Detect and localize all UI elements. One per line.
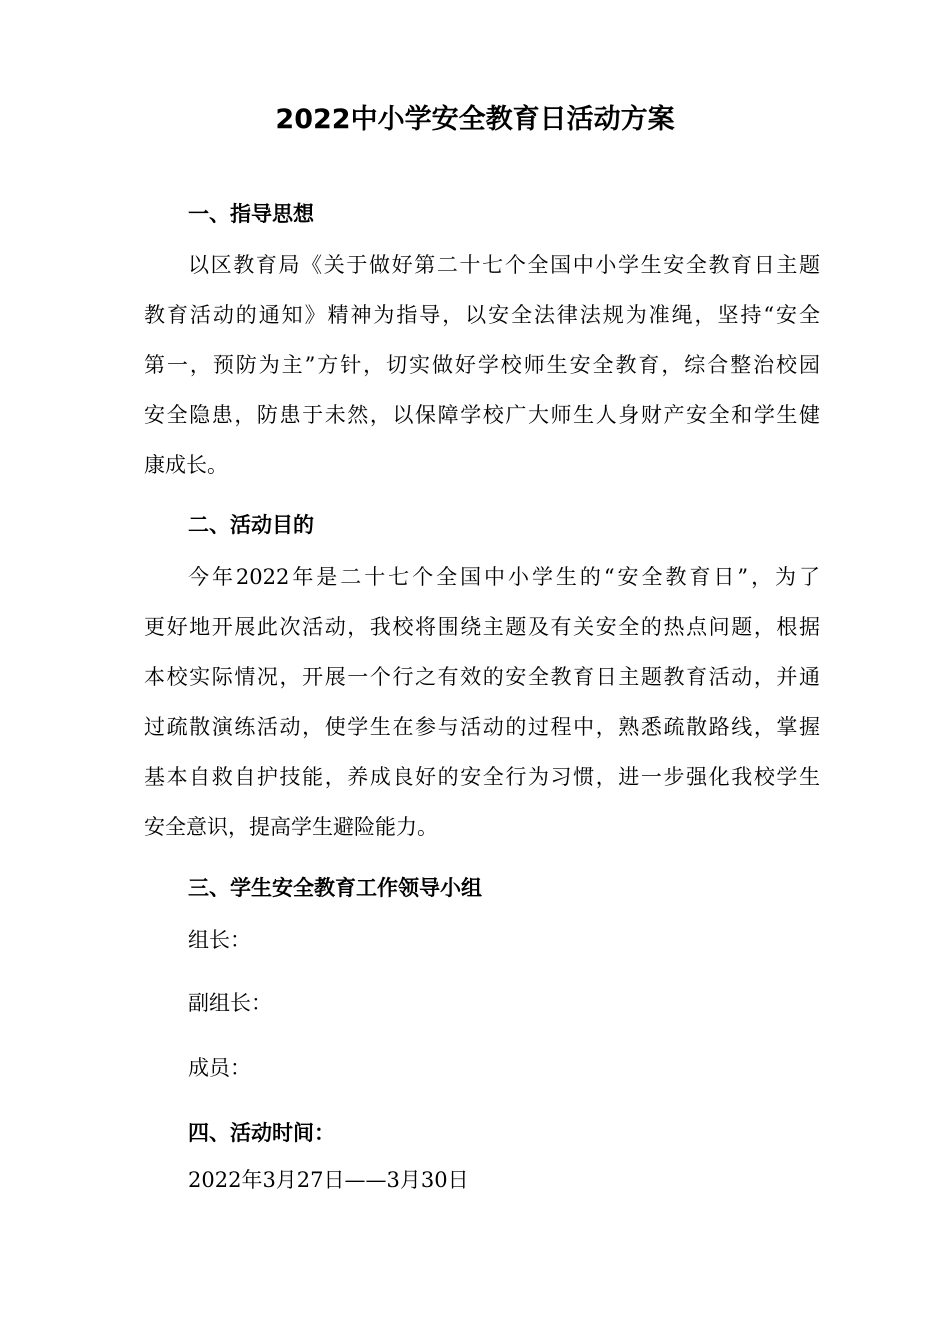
paragraph-line: 安全意识，提高学生避险能力。 xyxy=(144,815,438,839)
section-paragraph-activity-purpose xyxy=(144,552,820,852)
section-heading-activity-purpose: 二、活动目的 xyxy=(188,513,314,537)
paragraph-line: 第一，预防为主”方针，切实做好学校师生安全教育，综合整治校园 xyxy=(144,353,820,377)
member-deputy-leader: 副组长： xyxy=(188,991,272,1015)
paragraph-line: 康成长。 xyxy=(144,453,228,477)
paragraph-line: 本校实际情况，开展一个行之有效的安全教育日主题教育活动，并通 xyxy=(144,665,820,689)
member-members: 成员： xyxy=(188,1056,251,1080)
section-heading-guiding-thought: 一、指导思想 xyxy=(188,202,314,226)
member-leader: 组长： xyxy=(188,928,251,952)
paragraph-line: 以区教育局《关于做好第二十七个全国中小学生安全教育日主题 xyxy=(188,253,820,277)
paragraph-line: 基本自救自护技能，养成良好的安全行为习惯，进一步强化我校学生 xyxy=(144,765,820,789)
activity-time-text: 2022年3月27日——3月30日 xyxy=(188,1168,469,1192)
section-heading-activity-time: 四、活动时间： xyxy=(188,1121,335,1145)
paragraph-line: 安全隐患，防患于未然，以保障学校广大师生人身财产安全和学生健 xyxy=(144,403,820,427)
section-heading-leadership-group: 三、学生安全教育工作领导小组 xyxy=(188,876,482,900)
paragraph-line: 过疏散演练活动，使学生在参与活动的过程中，熟悉疏散路线，掌握 xyxy=(144,715,820,739)
paragraph-line: 更好地开展此次活动，我校将围绕主题及有关安全的热点问题，根据 xyxy=(144,615,820,639)
paragraph-line: 今年2022年是二十七个全国中小学生的“安全教育日”，为了 xyxy=(188,565,820,589)
document-title: 2022中小学安全教育日活动方案 xyxy=(275,104,675,135)
paragraph-line: 教育活动的通知》精神为指导，以安全法律法规为准绳，坚持“安全 xyxy=(144,303,820,327)
section-paragraph-guiding-thought xyxy=(144,240,820,490)
